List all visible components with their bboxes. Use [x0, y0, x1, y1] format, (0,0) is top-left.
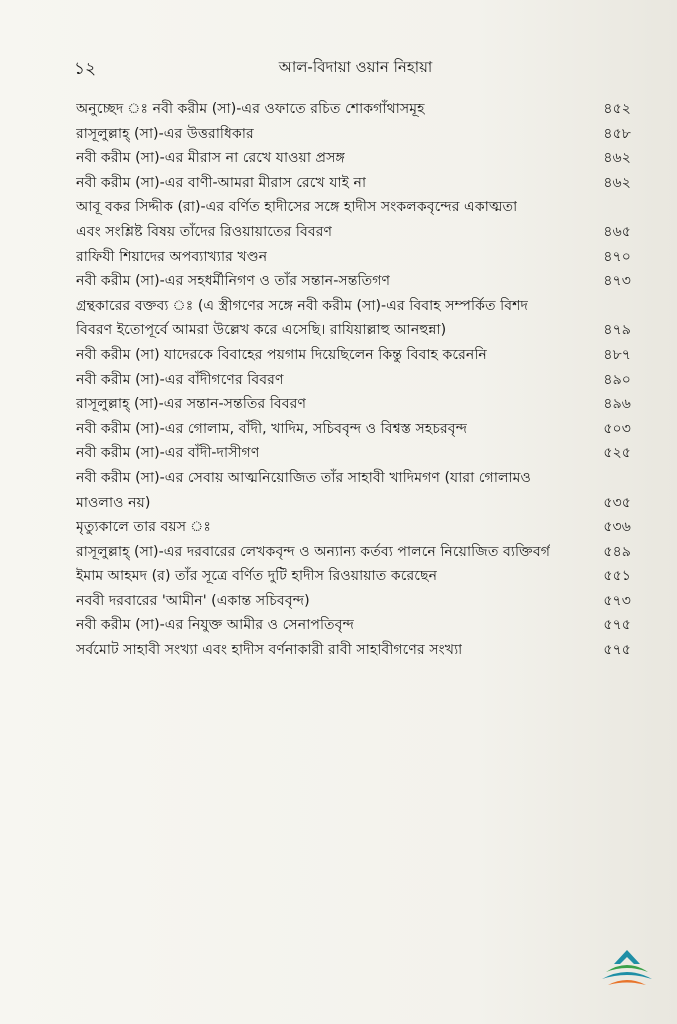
- toc-entry-title: সর্বমোট সাহাবী সংখ্যা এবং হাদীস বর্ণনাকারী রাবী সাহাবীগণের সংখ্যা: [76, 642, 463, 659]
- toc-entry: [76, 146, 631, 171]
- toc-entry-title: নবী করীম (সা)-এর বাণী-আমরা মীরাস রেখে যাই না: [76, 174, 367, 191]
- toc-entry-line: [76, 171, 631, 196]
- table-of-contents: [76, 97, 631, 663]
- toc-entry-title: নবী করীম (সা)-এর গোলাম, বাঁদী, খাদিম, সচিববৃন্দ ও বিশ্বস্ত সহচরবৃন্দ: [76, 420, 468, 437]
- toc-entry-title: নবী করীম (সা)-এর নিযুক্ত আমীর ও সেনাপতিবৃন্দ: [76, 617, 354, 634]
- page-number: ১২: [74, 59, 97, 79]
- running-title: আল-বিদায়া ওয়ান নিহায়া: [278, 58, 433, 76]
- page-header: [74, 56, 637, 86]
- publisher-logo-icon: [596, 948, 658, 992]
- toc-page-number: ৪৬৫: [603, 223, 631, 240]
- toc-entry-line: [76, 294, 631, 319]
- toc-entry-line: [76, 97, 631, 122]
- toc-entry: [76, 171, 631, 196]
- toc-entry-title: এবং সংশ্লিষ্ট বিষয় তাঁদের রিওয়ায়াতের বিবরণ: [76, 223, 333, 240]
- toc-page-number: ৫২৫: [603, 445, 631, 462]
- toc-entry: [76, 613, 631, 638]
- toc-entry: [76, 417, 631, 442]
- toc-page-number: ৪৭৩: [603, 273, 631, 290]
- toc-page-number: ৫০৩: [603, 420, 631, 437]
- toc-entry: [76, 638, 631, 663]
- toc-entry-title: রাসূলুল্লাহ্ (সা)-এর উত্তরাধিকার: [76, 125, 254, 142]
- toc-entry: [76, 392, 631, 417]
- toc-entry: [76, 245, 631, 270]
- toc-page-number: ৪৬২: [603, 174, 631, 191]
- toc-entry: [76, 97, 631, 122]
- toc-page-number: ৪৭৯: [603, 322, 631, 339]
- toc-entry-line: [76, 122, 631, 147]
- toc-entry-title: রাসূলুল্লাহ্ (সা)-এর সন্তান-সন্ততির বিবরণ: [76, 396, 307, 413]
- toc-entry-title: গ্রন্থকারের বক্তব্য ঃ (এ স্ত্রীগণের সঙ্গে নবী করীম (সা)-এর বিবাহ সম্পর্কিত বিশদ: [76, 297, 528, 314]
- toc-page-number: ৪৫২: [603, 101, 631, 117]
- toc-entry-line: [76, 220, 631, 245]
- toc-entry-title: রাসূলুল্লাহ্ (সা)-এর দরবারের লেখকবৃন্দ ও অন্যান্য কর্তব্য পালনে নিয়োজিত ব্যক্তিবর্গ: [76, 543, 551, 560]
- toc-page-number: ৪৯০: [603, 371, 631, 388]
- toc-entry-line: [76, 343, 631, 368]
- toc-entry: [76, 368, 631, 393]
- toc-entry-line: [76, 441, 631, 466]
- toc-page-number: ৪৫৮: [603, 125, 631, 142]
- toc-entry-title: আবূ বকর সিদ্দীক (রা)-এর বর্ণিত হাদীসের সঙ্গে হাদীস সংকলকবৃন্দের একাত্মতা: [76, 199, 518, 216]
- toc-entry-title: বিবরণ ইতোপূর্বে আমরা উল্লেখ করে এসেছি। রাযিয়াল্লাহু আনহুন্না): [76, 322, 447, 339]
- toc-entry: [76, 589, 631, 614]
- toc-page-number: ৫৩৬: [603, 519, 631, 536]
- toc-entry-line: [76, 613, 631, 638]
- toc-entry: [76, 540, 631, 565]
- toc-page-number: ৫৭৫: [603, 642, 631, 659]
- toc-entry: [76, 343, 631, 368]
- toc-entry: [76, 122, 631, 147]
- toc-page-number: ৫৪৯: [603, 543, 631, 560]
- toc-page-number: ৪৮৭: [603, 346, 631, 363]
- toc-entry-line: [76, 195, 631, 220]
- toc-entry-title: নবী করীম (সা)-এর সেবায় আত্মনিয়োজিত তাঁর সাহাবী খাদিমগণ (যারা গোলামও: [76, 469, 531, 486]
- toc-entry-line: [76, 392, 631, 417]
- toc-page-number: ৪৬২: [603, 150, 631, 167]
- toc-entry: [76, 515, 631, 540]
- toc-page-number: ৫৭৩: [603, 592, 631, 609]
- toc-entry-line: [76, 540, 631, 565]
- toc-page-number: ৪৯৬: [603, 396, 631, 413]
- toc-entry: [76, 294, 631, 343]
- toc-entry-title: মাওলাও নয়): [76, 494, 151, 511]
- toc-entry-line: [76, 515, 631, 540]
- toc-entry: [76, 564, 631, 589]
- toc-entry-line: [76, 491, 631, 516]
- toc-entry-line: [76, 638, 631, 663]
- toc-entry-line: [76, 466, 631, 491]
- toc-entry-title: নবী করীম (সা) যাদেরকে বিবাহের পয়গাম দিয়েছিলেন কিন্তু বিবাহ করেননি: [76, 346, 487, 363]
- toc-entry: [76, 195, 631, 244]
- toc-entry-line: [76, 146, 631, 171]
- toc-entry-title: অনুচ্ছেদ ঃ নবী করীম (সা)-এর ওফাতে রচিত শোকগাঁথাসমূহ: [76, 101, 425, 117]
- toc-entry-title: নবী করীম (সা)-এর সহধর্মীনিগণ ও তাঁর সন্তান-সন্ততিগণ: [76, 273, 391, 290]
- toc-entry-line: [76, 318, 631, 343]
- toc-entry-title: রাফিযী শিয়াদের অপব্যাখ্যার খণ্ডন: [76, 248, 268, 265]
- toc-entry: [76, 441, 631, 466]
- toc-entry-line: [76, 368, 631, 393]
- toc-page-number: ৫৫১: [603, 568, 631, 585]
- toc-entry-title: নববী দরবারের 'আমীন' (একান্ত সচিববৃন্দ): [76, 592, 310, 609]
- toc-page-number: ৪৭০: [603, 248, 631, 265]
- toc-page-number: ৫৩৫: [603, 494, 631, 511]
- toc-entry: [76, 269, 631, 294]
- toc-entry-line: [76, 417, 631, 442]
- toc-entry-title: নবী করীম (সা)-এর বাঁদীগণের বিবরণ: [76, 371, 284, 388]
- toc-entry: [76, 466, 631, 515]
- toc-entry-line: [76, 589, 631, 614]
- toc-entry-title: মৃত্যুকালে তার বয়স ঃ: [76, 519, 211, 536]
- toc-entry-line: [76, 245, 631, 270]
- toc-page-number: ৫৭৫: [603, 617, 631, 634]
- toc-entry-line: [76, 564, 631, 589]
- toc-entry-title: নবী করীম (সা)-এর বাঁদী-দাসীগণ: [76, 445, 260, 462]
- toc-entry-line: [76, 269, 631, 294]
- toc-entry-title: নবী করীম (সা)-এর মীরাস না রেখে যাওয়া প্রসঙ্গ: [76, 150, 345, 167]
- toc-entry-title: ইমাম আহমদ (র) তাঁর সূত্রে বর্ণিত দুটি হাদীস রিওয়ায়াত করেছেন: [76, 568, 438, 585]
